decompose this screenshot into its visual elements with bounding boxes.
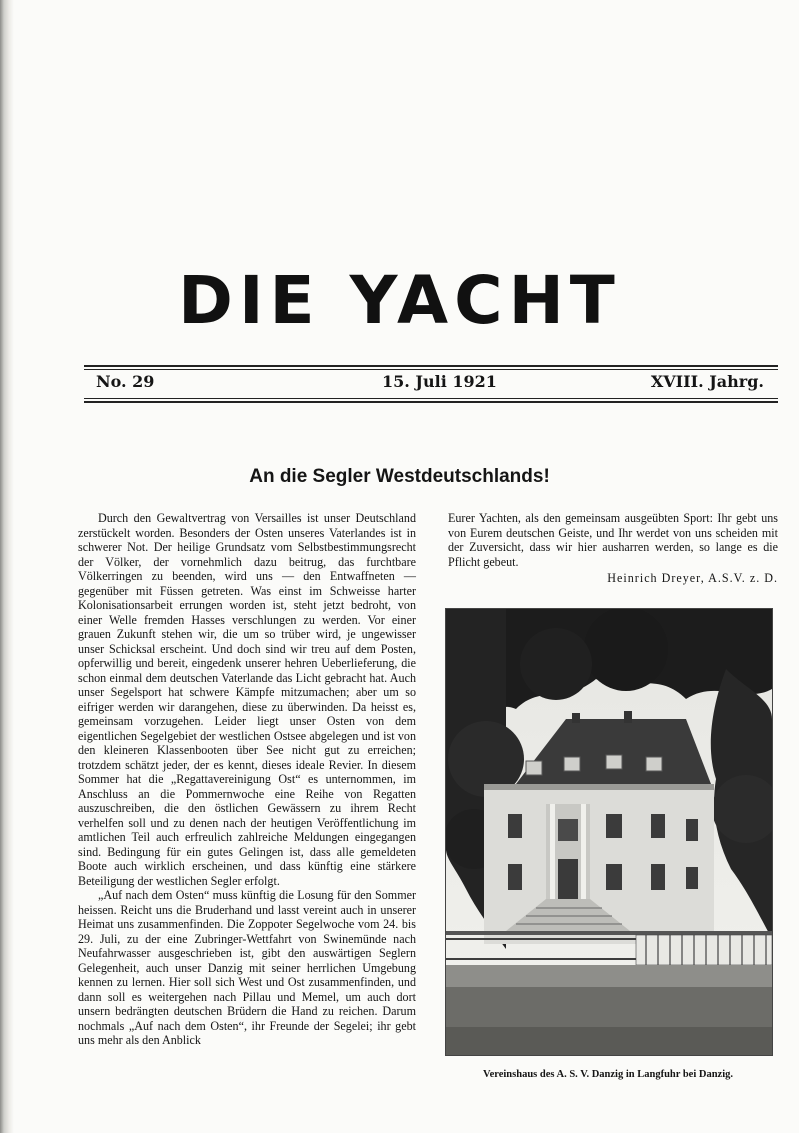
header-rule-top-thin (84, 369, 778, 370)
article-paragraph: Eurer Yachten, als den gemeinsam ausgeübten Sport: Ihr gebt uns von Eurem deutschen Geiste, und Ihr werdet von uns scheiden mit der Zuversicht, dass wir hier ausharren werden, so lange es die Pflicht gebeut. (448, 511, 778, 569)
header-rule-bottom (84, 401, 778, 403)
header-rule-top (84, 365, 778, 367)
issue-volume: XVIII. Jahrg. (650, 372, 764, 391)
article-headline: An die Segler Westdeutschlands! (249, 466, 550, 487)
clubhouse-illustration (446, 609, 772, 1055)
article-paragraph: Durch den Gewaltvertrag von Versailles ist unser Deutschland zerstückelt worden. Besonders der Osten unseres Vaterlandes ist in schwerer Not. Der heilige Grundsatz vom Selbstbestimmungsrecht der Völker, der vornehmlich dazu beitrug, das furchtbare Völkerringen zu beenden, wird uns — den Entwaffneten — gegenüber mit Füssen getreten. Was einst im Schweisse harter Kolonisationsarbeit errungen worden ist, steht jetzt bedroht, von einer Welle fremden Hasses verschlungen zu werden. Vor einer grauen Zukunft stehen wir, die um so trüber wird, je ungewisser unser Schicksal erscheint. Und doch sind wir treu auf dem Posten, opferwillig und bereit, eingedenk unserer hehren Ueberlieferung, die schon einmal dem deutschen Vaterlande das Licht gebracht hat. Auch unser Segelsport hat schwere Kämpfe mitzumachen; aber um so eifriger werden wir darangehen, diese zu überwinden. Da heisst es, gemeinsam vorzugehen. Leider liegt unser Osten von dem eigentlichen Segelgebiet der westlichen Ostsee abgelegen und ist von den kleineren Klassenbooten über See nicht gut zu erreichen; trotzdem schätzt jeder, der es kennt, dieses ideale Revier. In diesem Sommer hat die „Regattavereinigung Ost“ es unternommen, im Anschluss an die Pommernwoche eine Reihe von Regatten auszuschreiben, die den östlichen Gewässern zu ihrem Recht verhelfen soll und zu denen nach der heutigen Veröffentlichung im amtlichen Teil auch erfreulich zahlreiche Meldungen eingegangen sind. Bedingung für ein gutes Gelingen ist, dass alle gemeldeten Boote auch wirklich erscheinen, und dass künftig eine stärkere Beteiligung der westlichen Segler erfolgt. (78, 511, 416, 888)
photo-caption: Vereinshaus des A. S. V. Danzig in Langfuhr bei Danzig. (482, 1069, 734, 1080)
page-binding-edge (0, 0, 14, 1133)
masthead-title: DIE YACHT (178, 262, 621, 339)
article-signature: Heinrich Dreyer, A.S.V. z. D. (607, 571, 778, 585)
issue-number: No. 29 (96, 372, 155, 391)
article-column-left (78, 511, 416, 1048)
article-paragraph: „Auf nach dem Osten“ muss künftig die Losung für den Sommer heissen. Reicht uns die Bruderhand und lasst vereint auch in unserer Heimat uns zusammenfinden. Die Zoppoter Segelwoche vom 24. bis 29. Juli, zu der eine Zubringer-Wettfahrt von Swinemünde nach Neufahrwasser ausgeschrieben ist, gibt den auswärtigen Seglern Gelegenheit, auch unser Danzig mit seiner herrlichen Umgebung kennen zu lernen. Hier soll sich West und Ost zusammenfinden, und dann soll es weitergehen nach Pillau und Memel, um auch dort unsern bedrängten deutschen Brüdern die Hand zu reichen. Darum nochmals „Auf nach dem Osten“, ihr Freunde der Segelei; ihr gebt uns mehr als den Anblick (78, 888, 416, 1047)
issue-date: 15. Juli 1921 (382, 372, 497, 391)
clubhouse-photo (445, 608, 773, 1056)
article-column-right (448, 511, 778, 586)
header-rule-bottom-thin (84, 398, 778, 399)
